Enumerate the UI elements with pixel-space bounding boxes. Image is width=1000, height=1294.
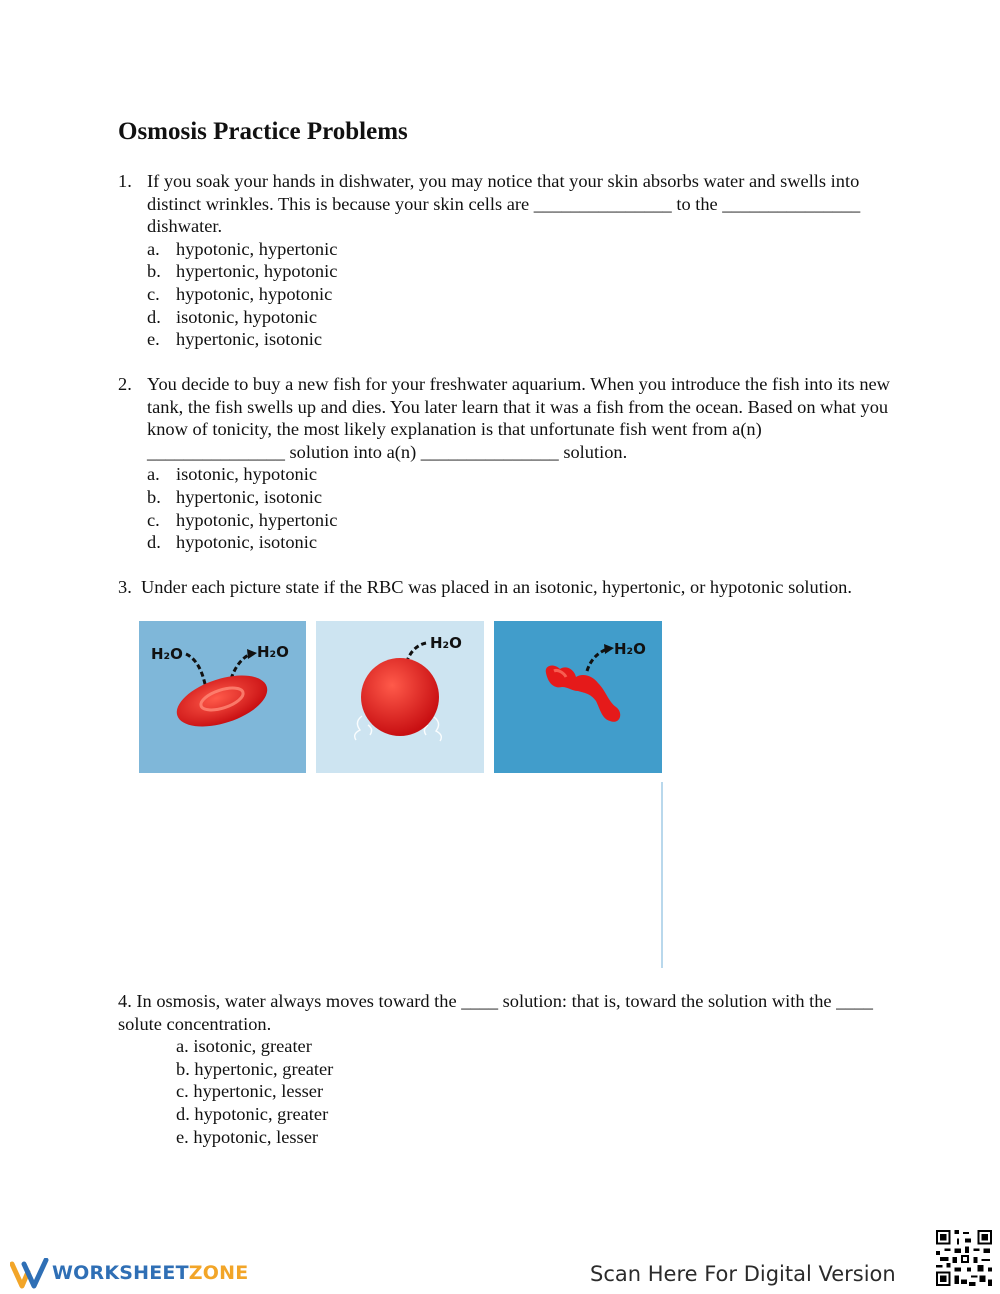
option-letter: a. bbox=[147, 464, 160, 485]
arrow-out-icon bbox=[587, 649, 607, 671]
question-number: 1. bbox=[118, 171, 132, 191]
question-1 bbox=[118, 170, 888, 351]
question-number: 4. bbox=[118, 991, 132, 1011]
question-text: Under each picture state if the RBC was placed in an isotonic, hypertonic, or hypotonic solution. bbox=[141, 577, 852, 597]
option-letter: e. bbox=[147, 329, 160, 350]
option-letter: b. bbox=[176, 1058, 190, 1079]
option-letter: d. bbox=[176, 1103, 190, 1124]
option-item bbox=[176, 1103, 898, 1126]
option-list bbox=[147, 238, 888, 351]
option-letter: c. bbox=[147, 509, 160, 530]
option-letter: e. bbox=[176, 1126, 189, 1147]
question-4 bbox=[118, 990, 898, 1148]
option-text: hypertonic, lesser bbox=[193, 1081, 324, 1102]
rbc-normal-illustration bbox=[139, 621, 306, 773]
option-item bbox=[147, 463, 898, 486]
red-blood-cell-crenated bbox=[546, 666, 621, 722]
option-text: hypertonic, isotonic bbox=[176, 329, 323, 350]
question-3 bbox=[118, 576, 878, 599]
option-text: isotonic, hypotonic bbox=[176, 306, 317, 327]
question-number: 2. bbox=[118, 374, 132, 394]
option-text: hypotonic, greater bbox=[194, 1103, 329, 1124]
rbc-shriveled-illustration bbox=[494, 621, 662, 773]
option-item bbox=[176, 1126, 898, 1149]
brand-part-1: WORKSHEET bbox=[52, 1262, 189, 1284]
option-text: hypertonic, isotonic bbox=[176, 486, 323, 507]
option-item bbox=[147, 283, 888, 306]
brand-part-2: ZONE bbox=[188, 1262, 249, 1284]
option-letter: d. bbox=[147, 306, 161, 327]
option-item bbox=[147, 531, 898, 554]
option-item bbox=[176, 1035, 898, 1058]
red-blood-cell-swollen bbox=[361, 658, 439, 736]
question-2 bbox=[118, 373, 898, 554]
option-text: hypertonic, hypotonic bbox=[176, 261, 338, 282]
arrowhead-icon bbox=[247, 649, 257, 659]
red-blood-cell-disc bbox=[171, 666, 274, 737]
option-item bbox=[176, 1080, 898, 1103]
h2o-label: H₂O bbox=[614, 640, 646, 658]
h2o-label: H₂O bbox=[430, 634, 462, 652]
page-title: Osmosis Practice Problems bbox=[118, 118, 408, 145]
question-number: 3. bbox=[118, 577, 132, 597]
option-list bbox=[147, 463, 898, 553]
option-text: isotonic, hypotonic bbox=[176, 464, 317, 485]
option-text: hypotonic, isotonic bbox=[176, 532, 317, 553]
option-letter: a. bbox=[147, 238, 160, 259]
rbc-panel-hypotonic bbox=[316, 621, 484, 773]
option-text: isotonic, greater bbox=[193, 1036, 312, 1057]
option-item bbox=[147, 238, 888, 261]
option-item bbox=[147, 509, 898, 532]
question-text: You decide to buy a new fish for your freshwater aquarium. When you introduce the fish into its new tank, the fish swells up and dies. You later learn that it was a fish from the ocean. Based on what you know of tonicity, the most likely explanation is that unfortunate fish went from a(n) _______________ solution into a(n) _______________ solution. bbox=[147, 374, 890, 462]
qr-code-icon[interactable] bbox=[934, 1228, 994, 1288]
option-text: hypertonic, greater bbox=[194, 1058, 334, 1079]
rbc-swollen-illustration bbox=[316, 621, 484, 773]
rbc-panel-isotonic bbox=[139, 621, 306, 773]
option-item bbox=[147, 260, 888, 283]
option-letter: d. bbox=[147, 532, 161, 553]
option-text: hypotonic, hypotonic bbox=[176, 283, 333, 304]
worksheet-zone-logo-icon bbox=[10, 1258, 50, 1290]
option-letter: a. bbox=[176, 1036, 189, 1057]
rbc-panel-hypertonic bbox=[494, 621, 662, 773]
option-letter: b. bbox=[147, 486, 161, 507]
option-text: hypotonic, lesser bbox=[193, 1126, 318, 1147]
scan-prompt: Scan Here For Digital Version bbox=[590, 1262, 896, 1286]
question-text: In osmosis, water always moves toward the ____ solution: that is, toward the solution with the ____ solute concentration. bbox=[118, 991, 873, 1034]
option-text: hypotonic, hypertonic bbox=[176, 238, 338, 259]
option-item bbox=[147, 486, 898, 509]
option-letter: b. bbox=[147, 261, 161, 282]
option-item bbox=[147, 328, 888, 351]
h2o-label-right: H₂O bbox=[257, 643, 289, 661]
h2o-label-left: H₂O bbox=[151, 645, 183, 663]
question-text: If you soak your hands in dishwater, you may notice that your skin absorbs water and swells into distinct wrinkles. This is because your skin cells are _______________ to the _______________ dishwater. bbox=[147, 171, 861, 237]
option-item bbox=[176, 1058, 898, 1081]
arrow-out-icon bbox=[231, 654, 250, 679]
option-item bbox=[147, 306, 888, 329]
option-text: hypotonic, hypertonic bbox=[176, 509, 338, 530]
brand-name bbox=[52, 1262, 248, 1284]
option-list bbox=[176, 1035, 898, 1148]
option-letter: c. bbox=[176, 1081, 189, 1102]
option-letter: c. bbox=[147, 283, 160, 304]
arrow-in-icon bbox=[186, 654, 206, 689]
arrowhead-icon bbox=[604, 644, 614, 654]
divider-line bbox=[661, 782, 663, 968]
